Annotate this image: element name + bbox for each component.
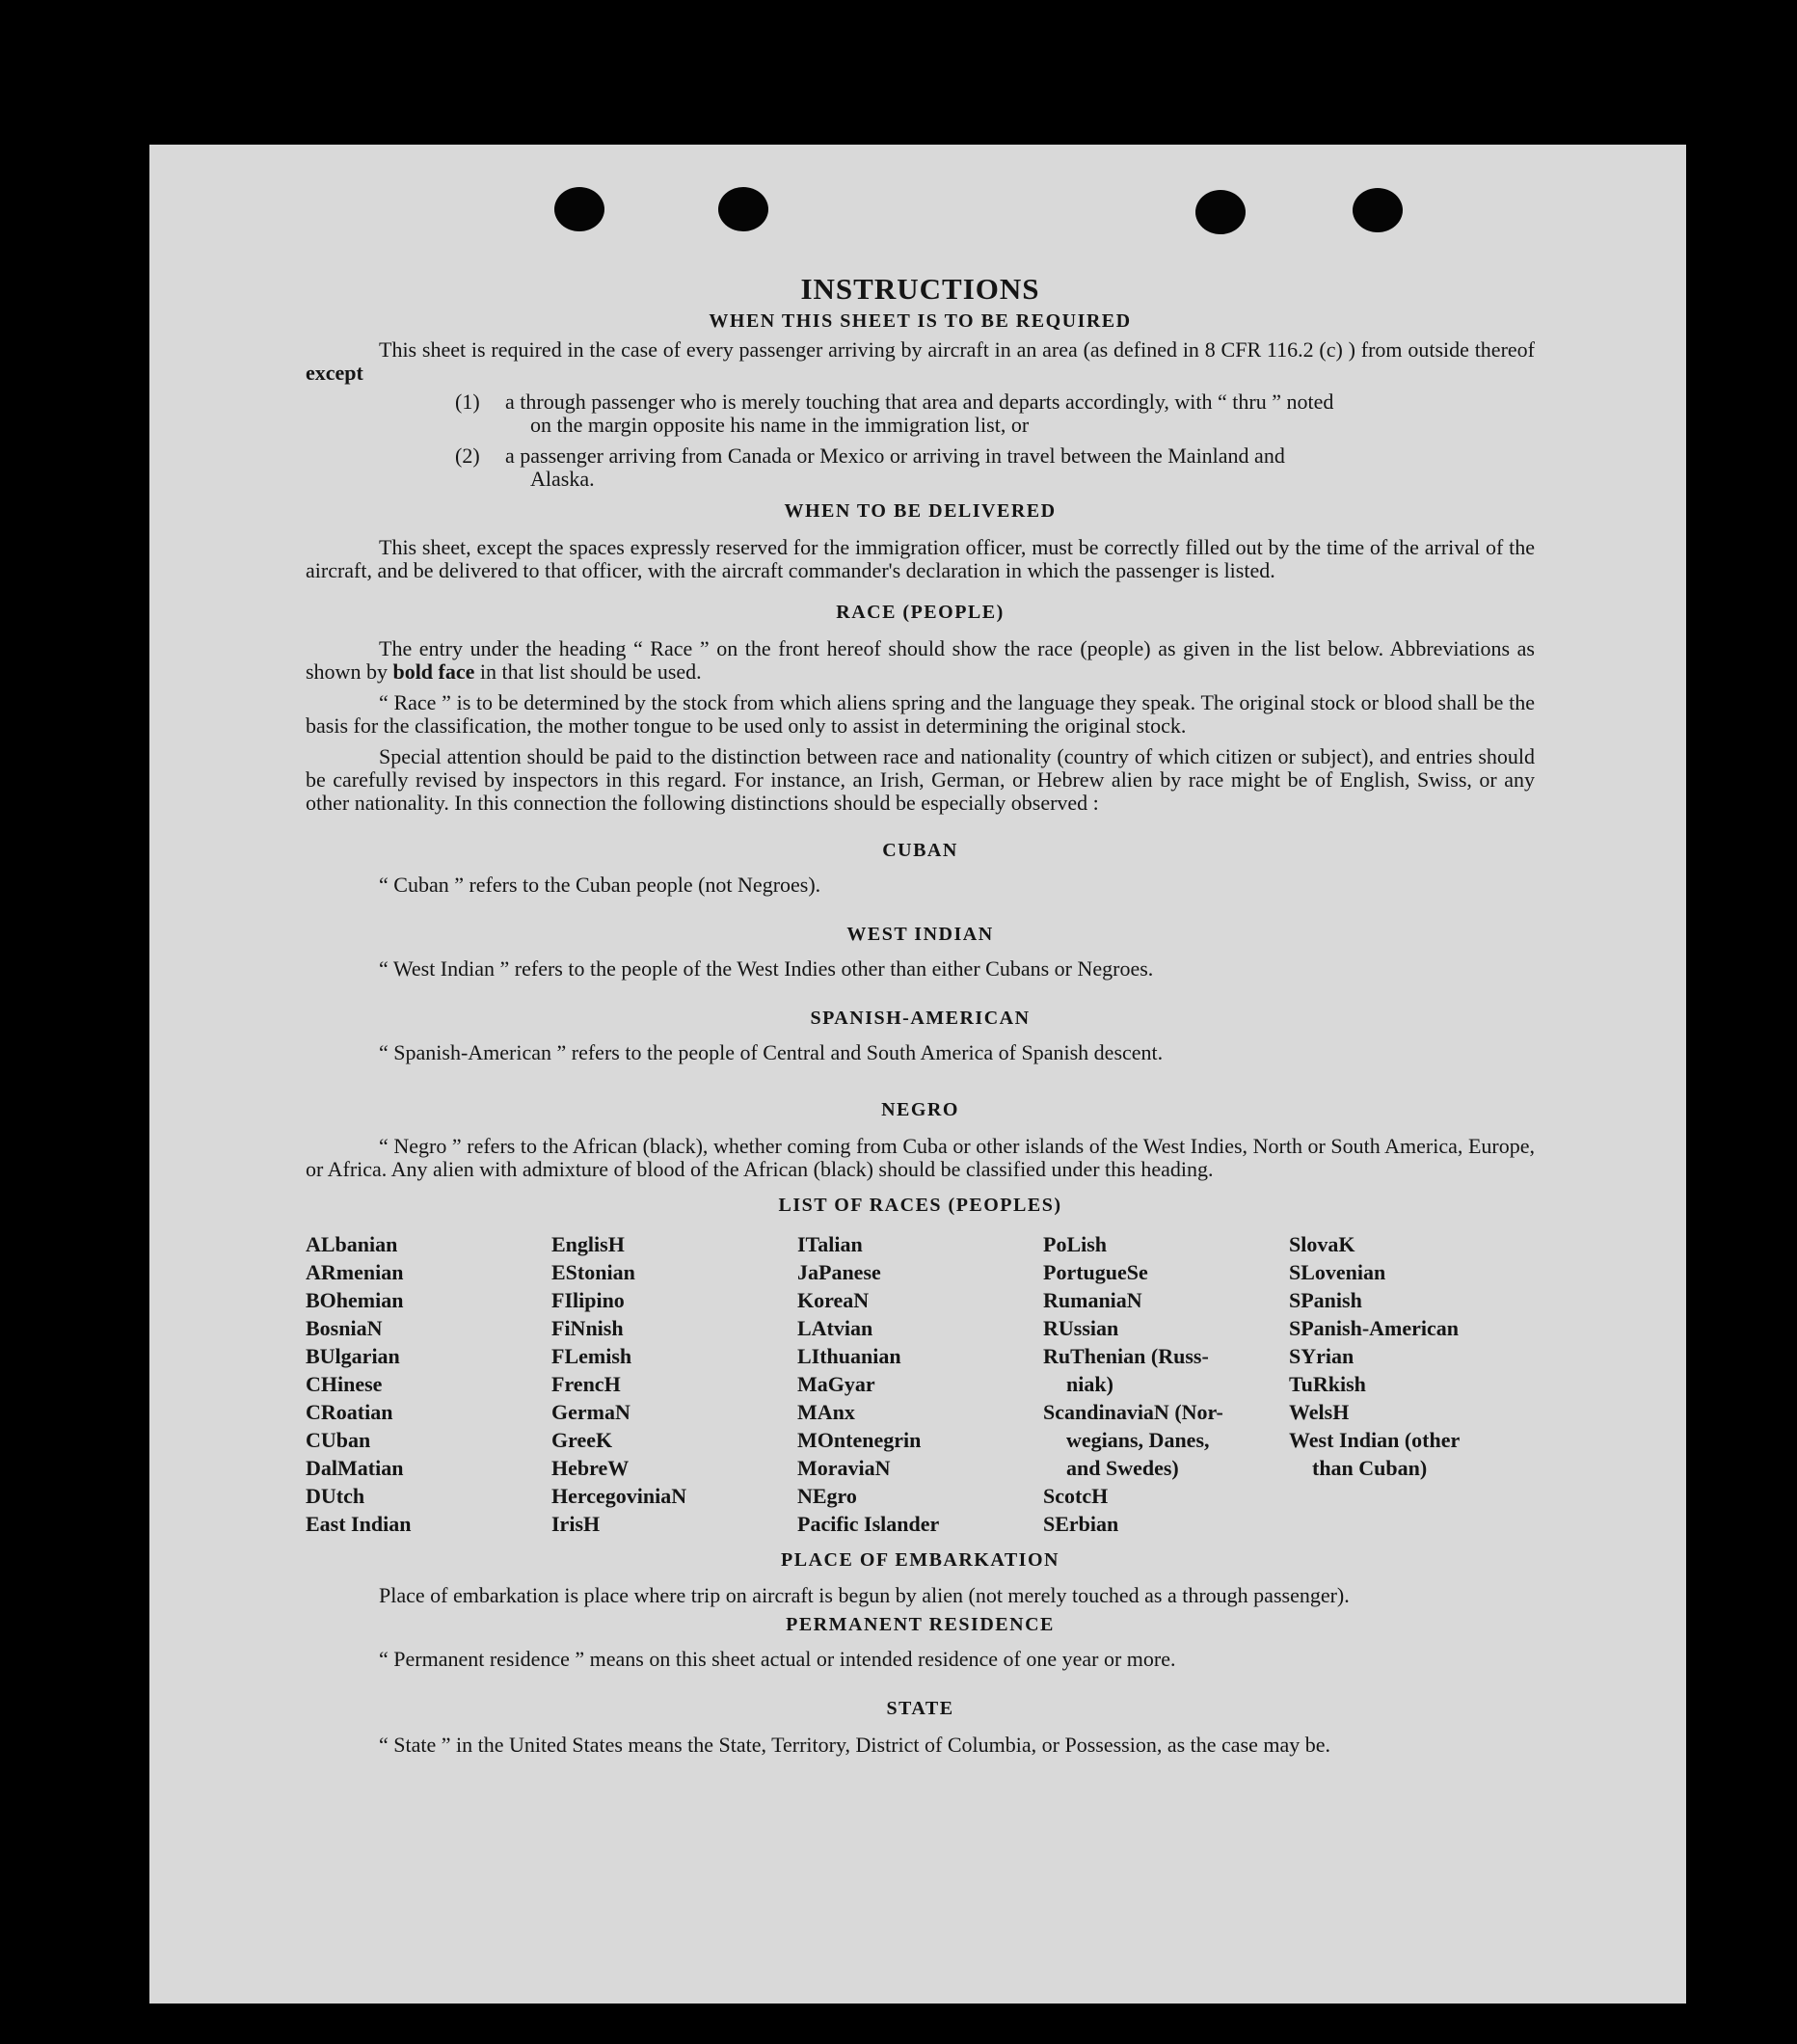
page-title: INSTRUCTIONS (800, 272, 1040, 306)
race-item: NEgro (797, 1484, 857, 1508)
race-item: than Cuban) (1312, 1456, 1428, 1480)
paragraph: Special attention should be paid to the distinction between race and nationality (country of which citizen or subject), and entries should be carefully revised by inspectors in this regard. For instance, an Irish, German, or Hebrew alien by race might be of English, Swiss, or any other nationality. In this connection the following distinctions should be especially observed : (306, 744, 1535, 815)
race-column (797, 1230, 1043, 1538)
list-item: (1) a through passenger who is merely touching that area and departs accordingly, with “ thru ” noted on the margin opposite his name in the immigration list, or (455, 390, 1334, 437)
race-item: CHinese (306, 1372, 383, 1396)
document-sheet (149, 145, 1686, 2004)
paragraph: Place of embarkation is place where trip on aircraft is begun by alien (not merely touched as a through passenger). (379, 1583, 1350, 1607)
race-column (306, 1230, 551, 1538)
race-item: MAnx (797, 1400, 855, 1424)
race-item: BOhemian (306, 1288, 404, 1312)
race-item: FiNnish (551, 1316, 624, 1340)
race-item: MOntenegrin (797, 1428, 922, 1452)
race-item: BosniaN (306, 1316, 383, 1340)
race-column (1289, 1230, 1535, 1538)
race-item: IrisH (551, 1512, 601, 1536)
punch-hole (1353, 188, 1403, 232)
section-heading: RACE (PEOPLE) (836, 602, 1005, 623)
race-item: GermaN (551, 1400, 630, 1424)
race-item: TuRkish (1289, 1372, 1366, 1396)
race-item: LIthuanian (797, 1344, 901, 1368)
race-item: BUlgarian (306, 1344, 400, 1368)
section-heading: CUBAN (882, 840, 958, 861)
race-item: SErbian (1043, 1512, 1119, 1536)
race-item: wegians, Danes, (1066, 1428, 1210, 1452)
paragraph: “ Race ” is to be determined by the stock from which aliens spring and the language they speak. The original stock or blood shall be the basis for the classification, the mother tongue to be used only to assist in determining the original stock. (306, 690, 1535, 738)
race-item: RumaniaN (1043, 1288, 1142, 1312)
list-item: (2) a passenger arriving from Canada or Mexico or arriving in travel between the Mainland and Alaska. (455, 444, 1285, 491)
race-item: SPanish (1289, 1288, 1362, 1312)
race-item: MoraviaN (797, 1456, 891, 1480)
race-item: HebreW (551, 1456, 630, 1480)
section-heading: PERMANENT RESIDENCE (786, 1614, 1055, 1635)
race-item: SPanish-American (1289, 1316, 1459, 1340)
race-item: SYrian (1289, 1344, 1354, 1368)
race-item: PortugueSe (1043, 1260, 1148, 1284)
punch-hole (1195, 190, 1246, 234)
race-item: FLemish (551, 1344, 632, 1368)
paragraph: “ State ” in the United States means the State, Territory, District of Columbia, or Possession, as the case may be. (379, 1733, 1331, 1757)
race-item: FrencH (551, 1372, 621, 1396)
paragraph: “ Spanish-American ” refers to the people of Central and South America of Spanish descent. (379, 1040, 1164, 1064)
race-item: MaGyar (797, 1372, 875, 1396)
race-item: CRoatian (306, 1400, 393, 1424)
paragraph: “ Negro ” refers to the African (black), whether coming from Cuba or other islands of the West Indies, North or South America, Europe, or Africa. Any alien with admixture of blood of the African (black) should be classified under this heading. (306, 1134, 1535, 1181)
race-item: DalMatian (306, 1456, 404, 1480)
paragraph: “ Cuban ” refers to the Cuban people (not Negroes). (379, 873, 821, 897)
race-item: SlovaK (1289, 1232, 1355, 1256)
race-item: DUtch (306, 1484, 365, 1508)
section-heading: NEGRO (881, 1099, 959, 1120)
paragraph: “ Permanent residence ” means on this sheet actual or intended residence of one year or more. (379, 1647, 1176, 1671)
race-item: Pacific Islander (797, 1512, 940, 1536)
race-item: ScandinaviaN (Nor- (1043, 1400, 1223, 1424)
race-item: FIlipino (551, 1288, 625, 1312)
race-item: GreeK (551, 1428, 613, 1452)
race-item: RUssian (1043, 1316, 1119, 1340)
section-heading: STATE (886, 1698, 954, 1719)
section-heading: LIST OF RACES (PEOPLES) (778, 1195, 1062, 1216)
section-heading: WHEN TO BE DELIVERED (784, 500, 1057, 522)
paragraph: The entry under the heading “ Race ” on the front hereof should show the race (people) as given in the list below. Abbreviations as shown by bold face in that list should be used. (306, 636, 1535, 684)
section-heading: WEST INDIAN (846, 924, 994, 945)
section-heading: PLACE OF EMBARKATION (781, 1549, 1059, 1571)
race-item: HercegoviniaN (551, 1484, 687, 1508)
race-item: EStonian (551, 1260, 635, 1284)
race-item: KoreaN (797, 1288, 870, 1312)
race-item: West Indian (other (1289, 1428, 1461, 1452)
race-item: niak) (1066, 1372, 1113, 1396)
race-list (306, 1230, 1535, 1538)
punch-hole (554, 187, 604, 231)
race-item: RuThenian (Russ- (1043, 1344, 1209, 1368)
section-heading: SPANISH-AMERICAN (810, 1008, 1031, 1029)
paragraph: This sheet is required in the case of every passenger arriving by aircraft in an area (as defined in 8 CFR 116.2 (c) ) from outside thereof except (306, 337, 1535, 385)
paragraph: This sheet, except the spaces expressly reserved for the immigration officer, must be correctly filled out by the time of the arrival of the aircraft, and be delivered to that officer, with the aircraft commander's declaration in which the passenger is listed. (306, 535, 1535, 582)
race-item: SLovenian (1289, 1260, 1386, 1284)
race-item: ARmenian (306, 1260, 404, 1284)
instructions-content (306, 272, 1535, 1761)
race-item: ScotcH (1043, 1484, 1109, 1508)
race-item: CUban (306, 1428, 371, 1452)
race-item: PoLish (1043, 1232, 1108, 1256)
race-column (1043, 1230, 1289, 1538)
punch-hole (718, 187, 768, 231)
race-item: LAtvian (797, 1316, 873, 1340)
race-item: EnglisH (551, 1232, 625, 1256)
race-item: East Indian (306, 1512, 412, 1536)
race-item: and Swedes) (1066, 1456, 1179, 1480)
paragraph: “ West Indian ” refers to the people of the West Indies other than either Cubans or Negroes. (379, 956, 1154, 981)
section-heading: WHEN THIS SHEET IS TO BE REQUIRED (709, 310, 1132, 332)
race-column (551, 1230, 797, 1538)
race-item: WelsH (1289, 1400, 1350, 1424)
race-item: ALbanian (306, 1232, 398, 1256)
race-item: JaPanese (797, 1260, 881, 1284)
race-item: ITalian (797, 1232, 863, 1256)
